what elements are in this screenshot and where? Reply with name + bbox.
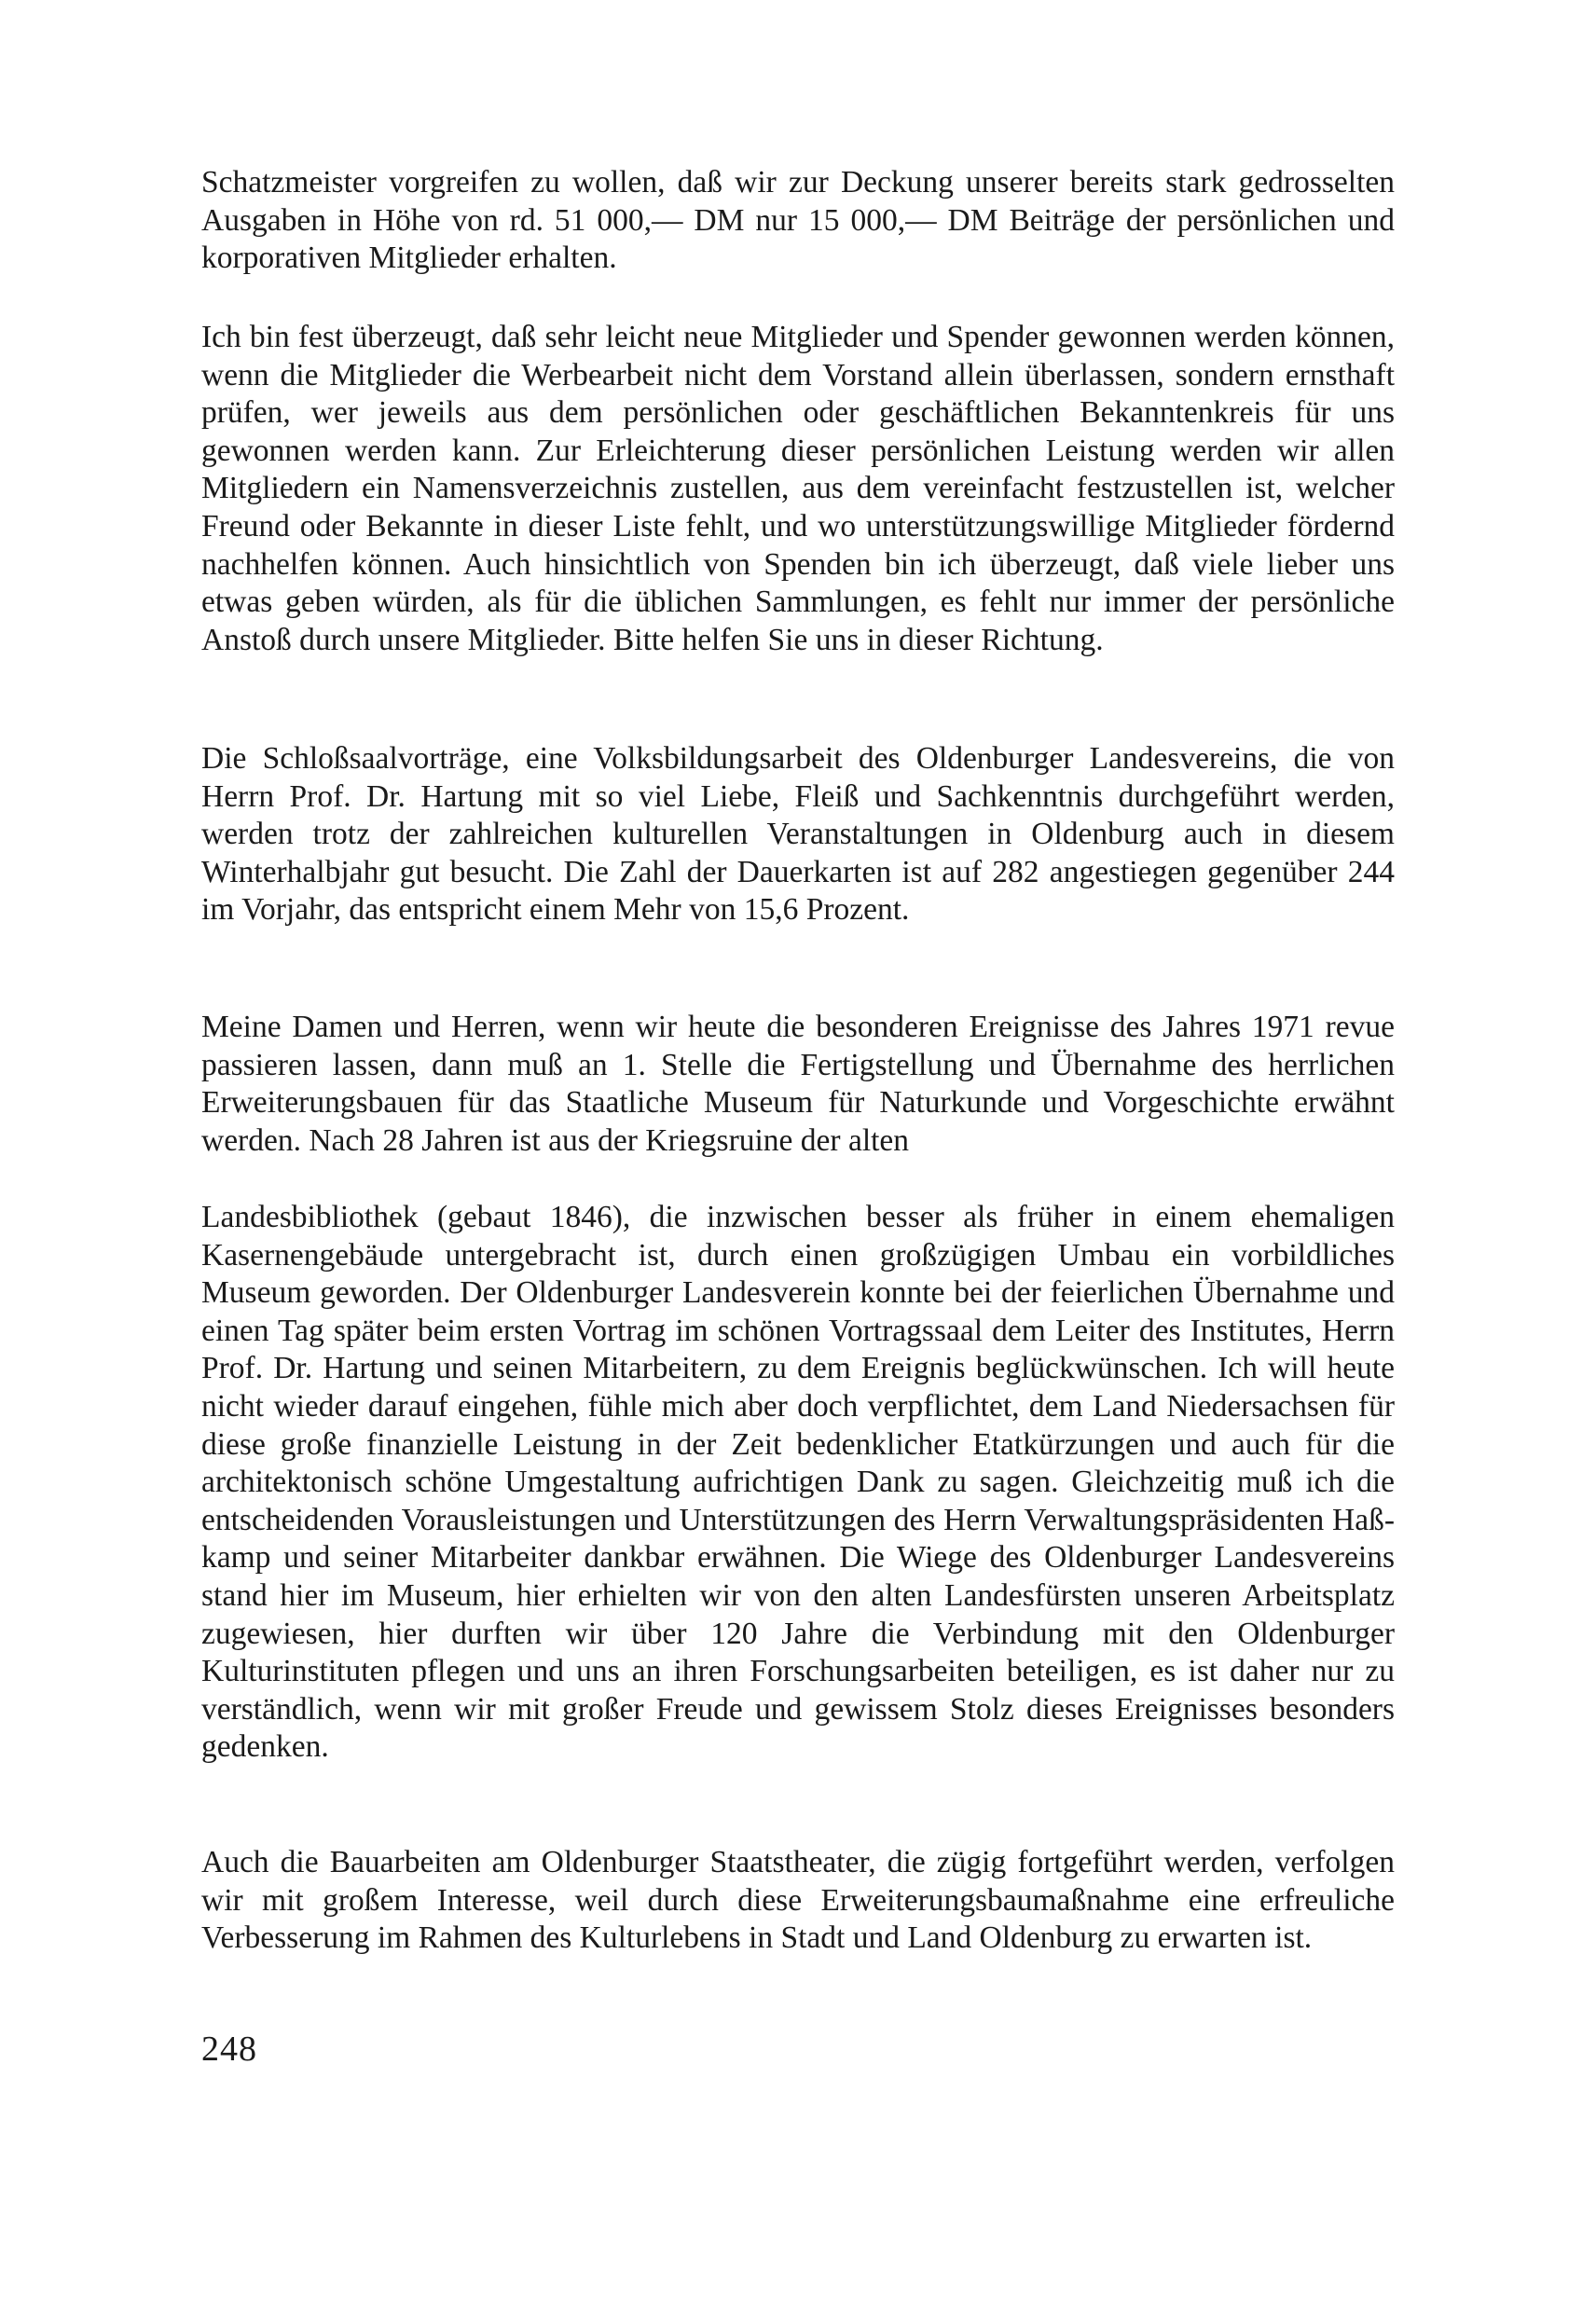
paragraph-events-1971: Meine Damen und Herren, wenn wir heute die besonderen Ereignisse des Jahres 1971 revue passieren lassen, dann muß an 1. Stelle die Fertigstellung und Übernahme des herrlichen Erweiterungsbauen für das Staatliche Museum für Naturkunde und Vorgeschichte erwähnt werden. Nach 28 Jahren ist aus der Kriegsruine der alten xyxy=(201,1010,1395,1158)
paragraph-budget: Schatzmeister vorgreifen zu wollen, daß wir zur Deckung unserer bereits stark gedrosselten Ausgaben in Höhe von rd. 51 000,— DM nur 15 000,— DM Beiträge der persönlichen und korporativen Mitglieder erhalten. xyxy=(201,165,1395,276)
paragraph-members: Ich bin fest überzeugt, daß sehr leicht neue Mitglieder und Spender gewonnen werden können, wenn die Mitglieder die Werbearbeit nicht dem Vorstand allein überlassen, sondern ernsthaft prüfen, wer jeweils aus dem persönlichen oder geschäftlichen Bekanntenkreis für uns gewonnen werden kann. Zur Erleichterung dieser persönlichen Leistung werden wir allen Mitgliedern ein Namensverzeichnis zustellen, aus dem vereinfacht festzustellen ist, welcher Freund oder Bekannte in dieser Liste fehlt, und wo unterstützungswillige Mitglieder fördernd nachhelfen können. Auch hinsichtlich von Spenden bin ich überzeugt, daß viele lieber uns etwas geben würden, als für die üblichen Sammlungen, es fehlt nur immer der persönliche Anstoß durch unsere Mitglieder. Bitte helfen Sie uns in dieser Richtung. xyxy=(201,320,1395,657)
page-number: 248 xyxy=(201,2030,257,2069)
paragraph-lectures: Die Schloßsaalvorträge, eine Volksbildungsarbeit des Oldenburger Landesvereins, die von Herrn Prof. Dr. Hartung mit so viel Liebe, Fleiß und Sachkenntnis durchgeführt werden, werden trotz der zahlreichen kulturellen Veranstaltungen in Oldenburg auch in diesem Winterhalbjahr gut besucht. Die Zahl der Dauerkarten ist auf 282 angestiegen gegenüber 244 im Vorjahr, das entspricht einem Mehr von 15,6 Prozent. xyxy=(201,741,1395,928)
paragraph-theater: Auch die Bauarbeiten am Oldenburger Staatstheater, die zügig fortgeführt werden, verfolgen wir mit großem Interesse, weil durch diese Erweiterungsbaumaßnahme eine erfreuliche Verbesserung im Rahmen des Kulturlebens in Stadt und Land Oldenburg zu erwarten ist. xyxy=(201,1845,1395,1956)
paragraph-museum: Landesbibliothek (gebaut 1846), die inzwischen besser als früher in einem ehemaligen Kasernengebäude untergebracht ist, durch einen großzügigen Umbau ein vorbildliches Museum geworden. Der Oldenburger Landesverein konnte bei der feierlichen Übernahme und einen Tag später beim ersten Vortrag im schönen Vortragssaal dem Leiter des Institutes, Herrn Prof. Dr. Hartung und seinen Mitarbeitern, zu dem Ereignis beglückwünschen. Ich will heute nicht wieder darauf eingehen, fühle mich aber doch verpflichtet, dem Land Niedersachsen für diese große finanzielle Leistung in der Zeit bedenklicher Etatkürzungen und auch für die architektonisch schöne Umgestaltung aufrichtigen Dank zu sagen. Gleichzeitig muß ich die entscheidenden Vorausleistungen und Unterstützungen des Herrn Verwaltungspräsidenten Haßkamp und seiner Mitarbeiter dankbar erwähnen. Die Wiege des Oldenburger Landesvereins stand hier im Museum, hier erhielten wir von den alten Landesfürsten unseren Arbeitsplatz zugewiesen, hier durften wir über 120 Jahre die Verbindung mit den Oldenburger Kulturinstituten pflegen und uns an ihren Forschungsarbeiten beteiligen, es ist daher nur zu verständlich, wenn wir mit großer Freude und gewissem Stolz dieses Ereignisses besonders gedenken. xyxy=(201,1200,1395,1765)
